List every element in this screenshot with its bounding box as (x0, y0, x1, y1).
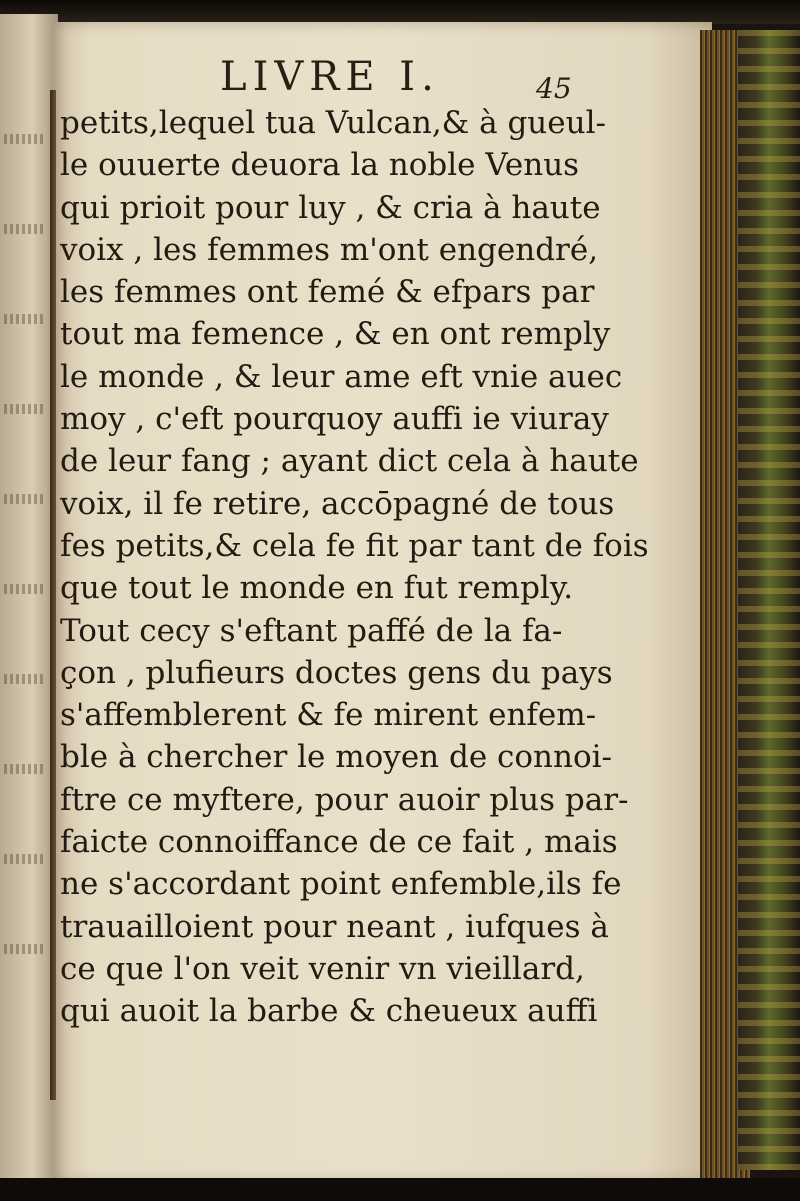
top-shadow (0, 0, 800, 24)
text-line: le monde , & leur ame eft vnie auec (60, 358, 623, 395)
bleed-through-text (4, 404, 44, 414)
gilt-binding-edge (738, 30, 800, 1170)
bleed-through-text (4, 944, 44, 954)
text-line: ne s'accordant point enfemble,ils fe (60, 866, 622, 903)
bleed-through-text (4, 224, 44, 234)
text-line: qui auoit la barbe & cheueux auffi (60, 993, 598, 1030)
bleed-through-text (4, 674, 44, 684)
bleed-through-text (4, 854, 44, 864)
bleed-through-text (4, 764, 44, 774)
text-line: ftre ce myftere, pour auoir plus par- (60, 781, 629, 818)
bleed-through-text (4, 134, 44, 144)
bottom-shadow (0, 1178, 800, 1201)
text-line: voix, il fe retire, accōpagné de tous (60, 485, 615, 522)
text-line: les femmes ont femé & efpars par (60, 274, 595, 311)
text-line: de leur fang ; ayant dict cela à haute (60, 443, 639, 480)
text-line: le ouuerte deuora la noble Venus (60, 147, 580, 184)
page-number: 45 (536, 72, 572, 105)
text-line: tout ma femence , & en ont remply (60, 316, 611, 353)
text-line: ble à chercher le moyen de connoi- (60, 739, 613, 776)
text-line: que tout le monde en fut remply. (60, 570, 574, 607)
text-line: voix , les femmes m'ont engendré, (60, 231, 599, 268)
text-line: qui prioit pour luy , & cria à haute (60, 189, 601, 226)
running-title: LIVRE I. (220, 54, 440, 100)
text-line: petits,lequel tua Vulcan,& à gueul- (60, 105, 606, 141)
body-text (60, 102, 700, 1033)
text-line: Tout cecy s'eftant paffé de la fa- (60, 612, 563, 649)
text-line: moy , c'eft pourquoy auffi ie viuray (60, 401, 609, 438)
text-line: trauailloient pour neant , iufques à (60, 908, 609, 945)
bleed-through-text (4, 494, 44, 504)
text-line: s'affemblerent & fe mirent enfem- (60, 697, 597, 734)
text-line: ce que l'on veit venir vn vieillard, (60, 950, 585, 987)
margin-rule (50, 90, 56, 1100)
bleed-through-text (4, 584, 44, 594)
text-line: çon , plufieurs doctes gens du pays (60, 654, 613, 691)
text-line: fes petits,& cela fe fit par tant de fois (60, 527, 649, 564)
text-line: faicte connoiffance de ce fait , mais (60, 824, 618, 861)
bleed-through-text (4, 314, 44, 324)
